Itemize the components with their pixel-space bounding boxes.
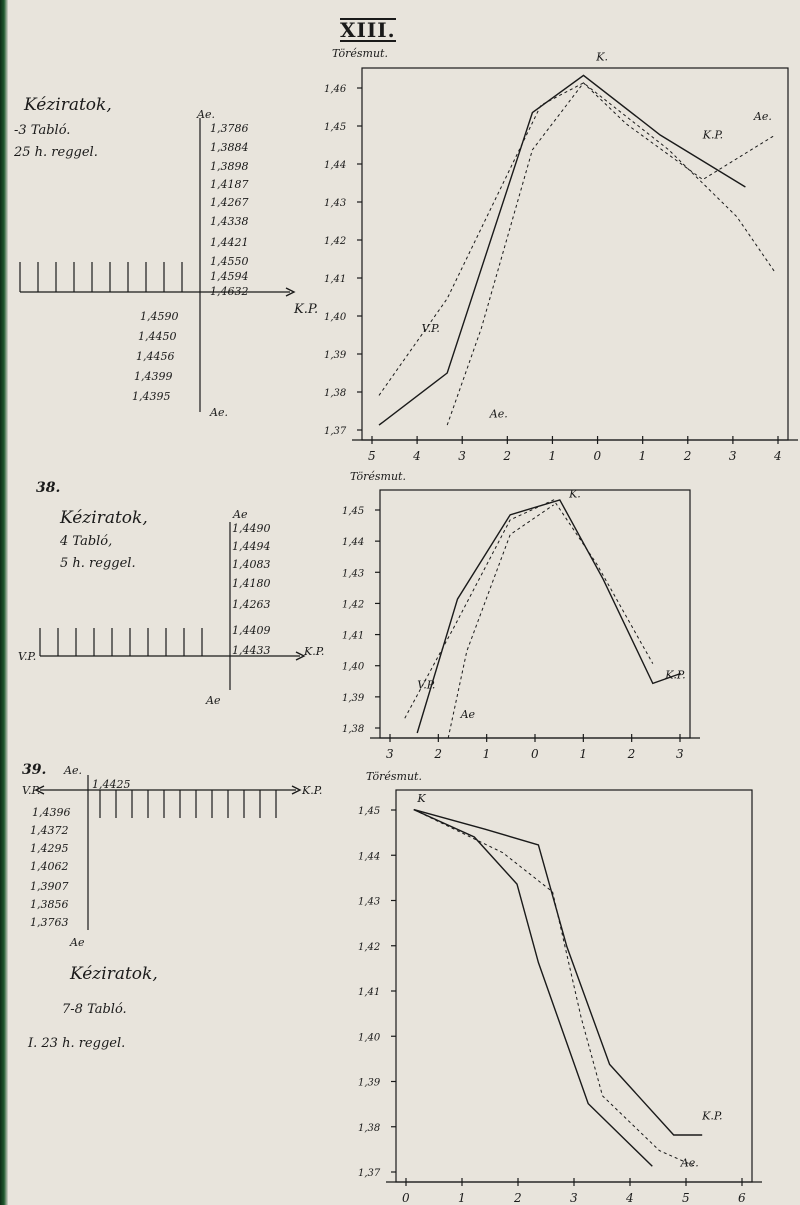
chart-annotation: Ae. bbox=[489, 407, 508, 421]
chart-annotation: Ae bbox=[460, 708, 476, 722]
y-tick-label: 1,39 bbox=[358, 1077, 381, 1089]
fig37-top-value: 1,4632 bbox=[210, 285, 249, 298]
fig39-value: 1,4295 bbox=[30, 842, 69, 855]
chart-annotation: K.P. bbox=[702, 1109, 723, 1123]
fig37-label-top: Ae. bbox=[197, 108, 215, 121]
fig37-top-value: 1,4550 bbox=[210, 255, 249, 268]
fig37-label-right: K.P. bbox=[294, 302, 319, 317]
y-tick-label: 1,40 bbox=[358, 1032, 381, 1044]
fig39-number: 39. bbox=[22, 762, 47, 778]
chart-annotation: K. bbox=[569, 487, 581, 501]
fig37-line-3: 25 h. reggel. bbox=[14, 145, 98, 160]
fig38-line-2: 4 Tabló, bbox=[60, 534, 113, 549]
fig38-value: 1,4263 bbox=[232, 598, 271, 611]
fig37-top-value: 1,4421 bbox=[210, 236, 249, 249]
fig37-top-value: 1,3786 bbox=[210, 122, 249, 135]
x-tick-label: 5 bbox=[682, 1191, 690, 1205]
fig39-label-left: V.P. bbox=[22, 784, 41, 797]
fig38-label-right: K.P. bbox=[304, 645, 325, 658]
fig38-label-bottom: Ae bbox=[206, 694, 221, 707]
fig37-top-value: 1,3898 bbox=[210, 160, 249, 173]
fig39-closing-line-2: 7-8 Tabló. bbox=[62, 1002, 127, 1017]
chart-annotation: K bbox=[417, 791, 426, 805]
fig39-closing-line-1: Kéziratok, bbox=[70, 964, 158, 984]
y-tick-label: 1,44 bbox=[358, 851, 381, 863]
y-tick-label: 1,37 bbox=[324, 426, 347, 437]
x-tick-label: 6 bbox=[738, 1191, 746, 1205]
fig38-number: 38. bbox=[36, 480, 61, 496]
x-tick-label: 5 bbox=[368, 449, 376, 463]
fig37-bottom-value: 1,4399 bbox=[134, 370, 173, 383]
y-tick-label: 1,42 bbox=[324, 236, 347, 247]
y-tick-label: 1,41 bbox=[324, 274, 347, 285]
y-axis-label: Törésmut. bbox=[366, 770, 422, 783]
y-tick-label: 1,38 bbox=[358, 1122, 381, 1134]
fig39-hatch-marks bbox=[100, 790, 276, 818]
curve-2 bbox=[447, 83, 775, 425]
chart-annotation: K. bbox=[596, 50, 609, 64]
chart-2 bbox=[342, 470, 700, 761]
chart-1 bbox=[324, 47, 798, 463]
y-axis-label: Törésmut. bbox=[332, 47, 388, 60]
y-tick-label: 1,46 bbox=[324, 84, 347, 95]
fig37-top-value: 1,3884 bbox=[210, 141, 249, 154]
curve-3 bbox=[379, 75, 745, 425]
fig37-label-bottom: Ae. bbox=[210, 406, 228, 419]
x-tick-label: 4 bbox=[413, 449, 421, 463]
curve-2 bbox=[414, 810, 702, 1135]
curve-3 bbox=[414, 810, 653, 1167]
curve-3 bbox=[448, 505, 553, 738]
chart-annotation: K.P. bbox=[665, 668, 686, 682]
x-tick-label: 3 bbox=[458, 449, 466, 463]
chart-annotation: Ae. bbox=[753, 110, 772, 124]
y-tick-label: 1,42 bbox=[358, 941, 381, 953]
fig37-top-value: 1,4594 bbox=[210, 270, 249, 283]
fig39-label-right: K.P. bbox=[302, 784, 323, 797]
x-tick-label: 1 bbox=[579, 747, 587, 761]
fig39-value: 1,4425 bbox=[92, 778, 131, 791]
y-tick-label: 1,45 bbox=[324, 122, 347, 133]
x-tick-label: 1 bbox=[548, 449, 557, 463]
y-tick-label: 1,43 bbox=[324, 198, 347, 209]
x-tick-label: 1 bbox=[458, 1191, 466, 1205]
fig39-value: 1,4062 bbox=[30, 860, 69, 873]
x-tick-label: 2 bbox=[434, 747, 442, 761]
fig38-hatch-marks bbox=[40, 628, 202, 656]
fig38-label-left: V.P. bbox=[18, 650, 37, 663]
fig38-line-1: Kéziratok, bbox=[60, 508, 148, 528]
fig38-value: 1,4490 bbox=[232, 522, 271, 535]
y-tick-label: 1,40 bbox=[342, 661, 365, 673]
fig37-line-1: Kéziratok, bbox=[24, 95, 112, 115]
fig37-bottom-value: 1,4450 bbox=[138, 330, 177, 343]
y-tick-label: 1,43 bbox=[342, 568, 365, 580]
y-tick-label: 1,41 bbox=[342, 630, 365, 642]
fig38-label-top: Ae bbox=[233, 508, 248, 521]
y-tick-label: 1,45 bbox=[342, 506, 365, 517]
y-tick-label: 1,39 bbox=[342, 692, 365, 704]
y-tick-label: 1,40 bbox=[324, 312, 347, 323]
fig37-top-value: 1,4187 bbox=[210, 178, 249, 191]
fig37-axis-diagram bbox=[20, 118, 294, 412]
fig39-value: 1,3763 bbox=[30, 916, 69, 929]
y-tick-label: 1,39 bbox=[324, 350, 347, 361]
fig39-value: 1,4372 bbox=[30, 824, 69, 837]
curve-1 bbox=[405, 500, 653, 718]
x-tick-label: 2 bbox=[683, 449, 692, 463]
x-tick-label: 2 bbox=[514, 1191, 522, 1205]
fig38-value: 1,4494 bbox=[232, 540, 271, 553]
fig39-value: 1,3907 bbox=[30, 880, 69, 893]
x-tick-label: 0 bbox=[402, 1191, 410, 1205]
chart-annotation: Ae. bbox=[680, 1156, 699, 1170]
plate-number: XIII. bbox=[340, 18, 396, 42]
fig37-bottom-value: 1,4456 bbox=[136, 350, 175, 363]
fig39-value: 1,4396 bbox=[32, 806, 71, 819]
fig37-hatch-marks bbox=[20, 262, 182, 292]
fig38-value: 1,4433 bbox=[232, 644, 271, 657]
x-tick-label: 0 bbox=[593, 449, 602, 463]
fig39-label-top: Ae. bbox=[64, 764, 82, 777]
y-tick-label: 1,37 bbox=[358, 1168, 381, 1179]
fig39-closing-line-3: I. 23 h. reggel. bbox=[28, 1036, 126, 1051]
chart-frame bbox=[362, 68, 788, 440]
chart-annotation: V.P. bbox=[417, 678, 436, 692]
x-tick-label: 1 bbox=[482, 747, 491, 761]
y-tick-label: 1,45 bbox=[358, 806, 381, 817]
chart-annotation: K.P. bbox=[702, 128, 724, 142]
x-tick-label: 3 bbox=[676, 747, 684, 761]
fig37-top-value: 1,4267 bbox=[210, 196, 249, 209]
fig38-value: 1,4180 bbox=[232, 577, 271, 590]
x-tick-label: 0 bbox=[531, 747, 539, 761]
fig37-top-value: 1,4338 bbox=[210, 215, 249, 228]
fig37-bottom-value: 1,4590 bbox=[140, 310, 179, 323]
y-tick-label: 1,38 bbox=[324, 388, 347, 399]
y-tick-label: 1,41 bbox=[358, 987, 381, 998]
fig39-label-bottom: Ae bbox=[70, 936, 85, 949]
x-tick-label: 4 bbox=[774, 449, 782, 463]
x-tick-label: 4 bbox=[626, 1191, 634, 1205]
fig39-value: 1,3856 bbox=[30, 898, 69, 911]
x-tick-label: 1 bbox=[638, 449, 647, 463]
y-tick-label: 1,43 bbox=[358, 896, 381, 908]
fig38-value: 1,4409 bbox=[232, 624, 271, 637]
fig38-axis-diagram bbox=[40, 522, 304, 690]
y-axis-label: Törésmut. bbox=[350, 470, 406, 483]
fig38-line-3: 5 h. reggel. bbox=[60, 556, 136, 571]
y-tick-label: 1,44 bbox=[324, 160, 347, 171]
fig37-bottom-value: 1,4395 bbox=[132, 390, 171, 403]
curve-2 bbox=[417, 500, 681, 733]
x-tick-label: 3 bbox=[570, 1191, 578, 1205]
x-tick-label: 3 bbox=[386, 747, 394, 761]
fig39-axis-diagram bbox=[36, 775, 300, 930]
y-tick-label: 1,38 bbox=[342, 724, 365, 735]
chart-3 bbox=[358, 770, 762, 1205]
x-tick-label: 3 bbox=[728, 449, 737, 463]
x-tick-label: 2 bbox=[503, 449, 511, 463]
x-tick-label: 2 bbox=[627, 747, 636, 761]
chart-annotation: V.P. bbox=[421, 322, 440, 336]
y-tick-label: 1,42 bbox=[342, 599, 365, 611]
fig38-value: 1,4083 bbox=[232, 558, 271, 571]
fig37-line-2: -3 Tabló. bbox=[14, 123, 71, 138]
y-tick-label: 1,44 bbox=[342, 537, 365, 549]
